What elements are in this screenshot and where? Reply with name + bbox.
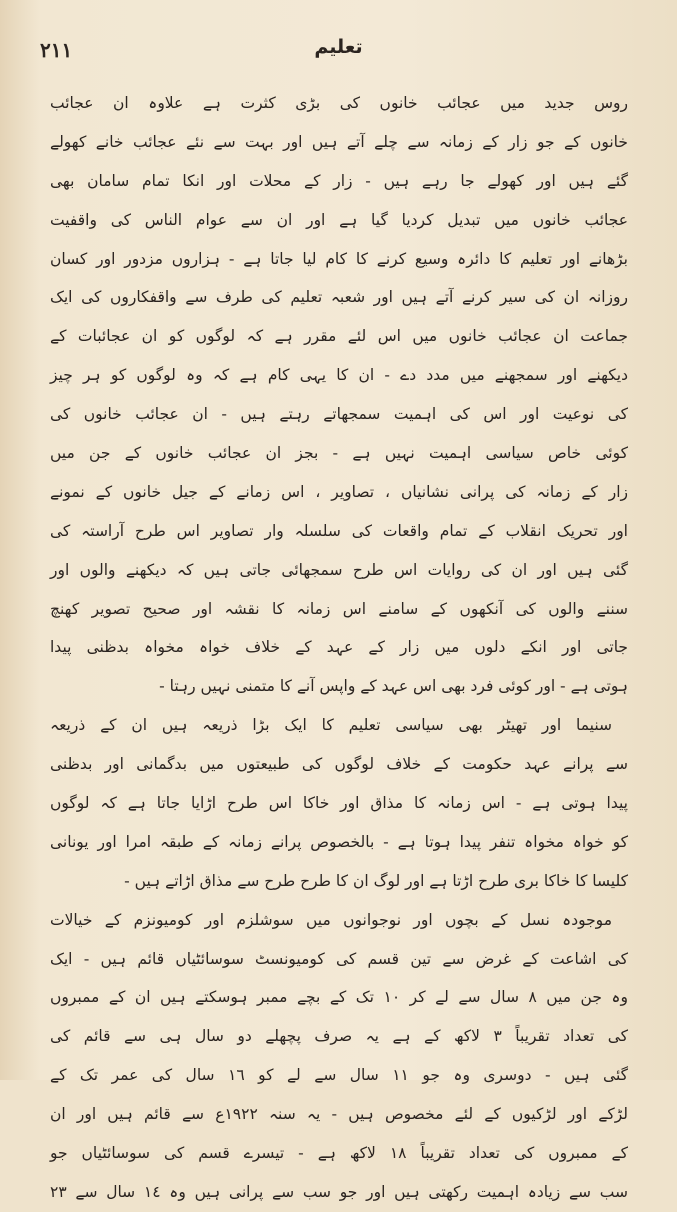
- text-line: روزانہ ان کی سیر کرنے آتے ہیں اور شعبہ تعلیم کی طرف سے واقفکاروں کی ایک: [50, 288, 628, 307]
- text-line: زار کے زمانہ کی پرانی نشانیاں ، تصاویر ، اس زمانے کے جیل خانوں کے نمونے: [50, 482, 628, 501]
- text-line: جماعت ان عجائب خانوں میں اس لئے مقرر ہے کہ لوگوں کو ان عجائبات کے: [50, 327, 628, 346]
- text-line: ہوتی ہے - اور کوئی فرد بھی اس عہد کے واپس آنے کا متمنی نہیں رہتا -: [159, 677, 628, 696]
- text-line: سے پرانے عہد حکومت کے خلاف لوگوں کی طبیعتوں میں بدگمانی اور بدظنی: [50, 755, 628, 774]
- page-number: ٢١١: [40, 38, 73, 62]
- text-line: وہ جن میں ٨ سال سے لے کر ١٠ تک کے بچے ممبر ہوسکتے ہیں ان کے ممبروں: [50, 988, 628, 1007]
- text-line: گئی ہیں - دوسری وہ جو ١١ سال سے لے کو ١٦ سال کی عمر تک کے: [50, 1066, 628, 1085]
- text-line: لڑکے اور لڑکیوں کے لئے مخصوص ہیں - یہ سنہ ١٩٢٢ع سے قائم ہیں اور ان: [50, 1105, 628, 1124]
- text-line: اور تحریک انقلاب کے تمام واقعات کی سلسلہ وار تصاویر اس طرح آراستہ کی: [50, 521, 628, 540]
- text-line: روس جدید میں عجائب خانوں کی بڑی کثرت ہے علاوہ ان عجائب: [50, 94, 628, 112]
- text-line: کے ممبروں کی تعداد تقریباً ١٨ لاکھ ہے - تیسرے قسم کی سوسائٹیاں جو: [50, 1144, 629, 1163]
- text-line: سب سے زیادہ اہمیت رکھتی ہیں اور جو سب سے پرانی ہیں وہ ١٤ سال سے ٢٣: [50, 1182, 628, 1201]
- paragraph: [50, 706, 628, 900]
- text-line: کی نوعیت اور اس کی اہمیت سمجھاتے رہتے ہیں - ان عجائب خانوں کی: [50, 405, 628, 424]
- text-line: کی اشاعت کے غرض سے تین قسم کی کومیونسٹ سوسائٹیاں قائم ہیں - ایک: [50, 949, 628, 968]
- text-line: کوئی خاص سیاسی اہمیت نہیں ہے - بجز ان عجائب خانوں کے جن میں: [50, 444, 628, 463]
- running-title: تعلیم: [314, 36, 363, 58]
- text-line: کی تعداد تقریباً ٣ لاکھ کے ہے یہ صرف پچھلے دو سال ہی سے قائم کی: [50, 1027, 629, 1046]
- text-line: کو خواہ مخواہ تنفر پیدا ہوتا ہے - بالخصوص پرانے زمانہ کے طبقہ امرا اور یونانی: [50, 832, 628, 851]
- page-header: [0, 36, 677, 72]
- text-line: سننے والوں کی آنکھوں کے سامنے اس زمانہ کا نقشہ اور صحیح تصویر کھنچ: [50, 599, 628, 618]
- body-text: [50, 84, 628, 1212]
- text-line: عجائب خانوں میں تبدیل کردیا گیا ہے اور ان سے عوام الناس کی واقفیت: [50, 210, 628, 229]
- paragraph: [50, 84, 628, 706]
- text-line: پیدا ہوتی ہے - اس زمانہ کا مذاق اور خاکا اس طرح اڑایا جاتا ہے کہ لوگوں: [50, 794, 628, 813]
- text-line: بڑھانے اور تعلیم کا دائرہ وسیع کرنے کا کام لیا جاتا ہے - ہزاروں مزدور اور کسان: [50, 249, 628, 268]
- text-line: دیکھنے اور سمجھنے میں مدد دے - ان کا یہی کام ہے کہ وہ لوگوں کو ہر چیز: [50, 366, 628, 385]
- paragraph: [50, 901, 628, 1212]
- text-line: سنیما اور تھیٹر بھی سیاسی تعلیم کا ایک بڑا ذریعہ ہیں ان کے ذریعہ: [50, 716, 612, 735]
- text-line: گئی ہیں اور ان کی روایات اس طرح سمجھائی جاتی ہیں کہ دیکھنے والوں اور: [50, 560, 628, 579]
- text-line: موجودہ نسل کے بچوں اور نوجوانوں میں سوشلزم اور کومیونزم کے خیالات: [50, 910, 612, 929]
- text-line: گئے ہیں اور کھولے جا رہے ہیں - زار کے محلات اور انکا تمام سامان بھی: [50, 171, 628, 190]
- text-line: کلیسا کا خاکا بری طرح اڑتا ہے اور لوگ ان کا طرح طرح سے مذاق اڑاتے ہیں -: [124, 871, 628, 890]
- text-line: جاتی اور انکے دلوں میں زار کے عہد کے خلاف خواہ مخواہ بدظنی پیدا: [50, 638, 628, 657]
- text-line: خانوں کے جو زار کے زمانہ سے چلے آتے ہیں اور بہت سے نئے عجائب خانے کھولے: [50, 132, 628, 151]
